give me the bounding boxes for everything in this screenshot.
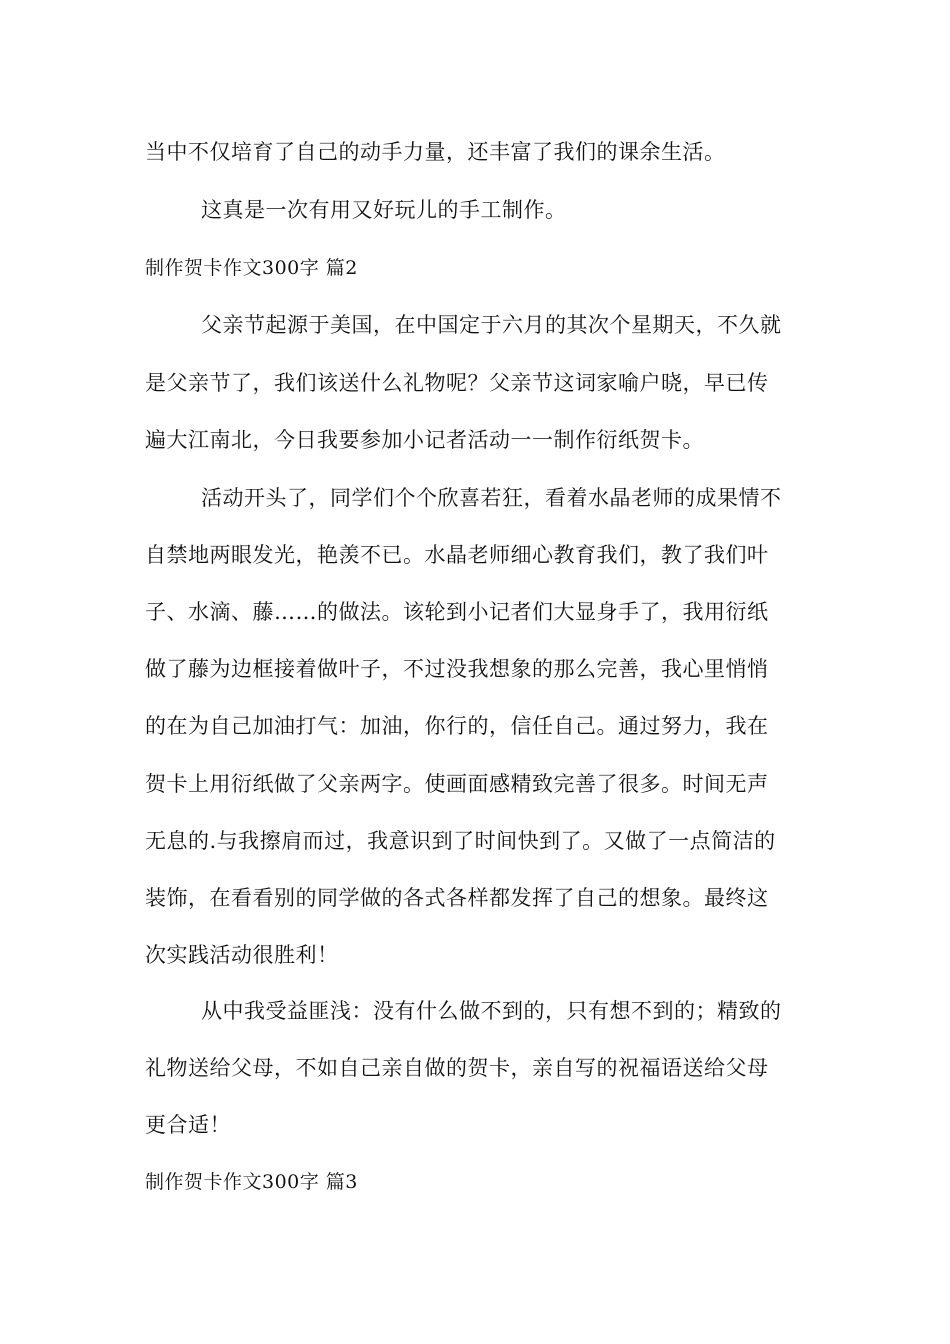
paragraph-line: 当中不仅培育了自己的动手力量，还丰富了我们的课余生活。 <box>145 140 726 164</box>
paragraph-line: 贺卡上用衍纸做了父亲两字。使画面感精致完善了很多。时间无声 <box>145 772 769 796</box>
section-heading: 制作贺卡作文300字 篇2 <box>145 257 358 279</box>
section-heading: 制作贺卡作文300字 篇3 <box>145 1171 358 1193</box>
paragraph-line: 次实践活动很胜利！ <box>145 943 339 967</box>
paragraph-line: 活动开头了，同学们个个欣喜若狂，看着水晶老师的成果情不 <box>201 486 782 510</box>
paragraph-line: 从中我受益匪浅：没有什么做不到的，只有想不到的；精致的 <box>201 999 782 1023</box>
paragraph-line: 的在为自己加油打气：加油，你行的，信任自己。通过努力，我在 <box>145 714 769 738</box>
paragraph-line: 父亲节起源于美国，在中国定于六月的其次个星期天，不久就 <box>201 313 782 337</box>
paragraph-line: 无息的.与我擦肩而过，我意识到了时间快到了。又做了一点简洁的 <box>145 829 776 853</box>
paragraph-line: 更合适！ <box>145 1113 231 1137</box>
paragraph-line: 是父亲节了，我们该送什么礼物呢？父亲节这词家喻户晓，早已传 <box>145 371 769 395</box>
paragraph-line: 礼物送给父母，不如自己亲自做的贺卡，亲自写的祝福语送给父母 <box>145 1056 769 1080</box>
paragraph-line: 子、水滴、藤……的做法。该轮到小记者们大显身手了，我用衍纸 <box>145 600 769 624</box>
paragraph-line: 装饰，在看看别的同学做的各式各样都发挥了自己的想象。最终这 <box>145 886 769 910</box>
paragraph-line: 这真是一次有用又好玩儿的手工制作。 <box>201 198 567 222</box>
paragraph-line: 做了藤为边框接着做叶子，不过没我想象的那么完善，我心里悄悄 <box>145 657 769 681</box>
paragraph-line: 自禁地两眼发光，艳羡不已。水晶老师细心教育我们，教了我们叶 <box>145 543 769 567</box>
paragraph-line: 遍大江南北，今日我要参加小记者活动一一制作衍纸贺卡。 <box>145 428 704 452</box>
